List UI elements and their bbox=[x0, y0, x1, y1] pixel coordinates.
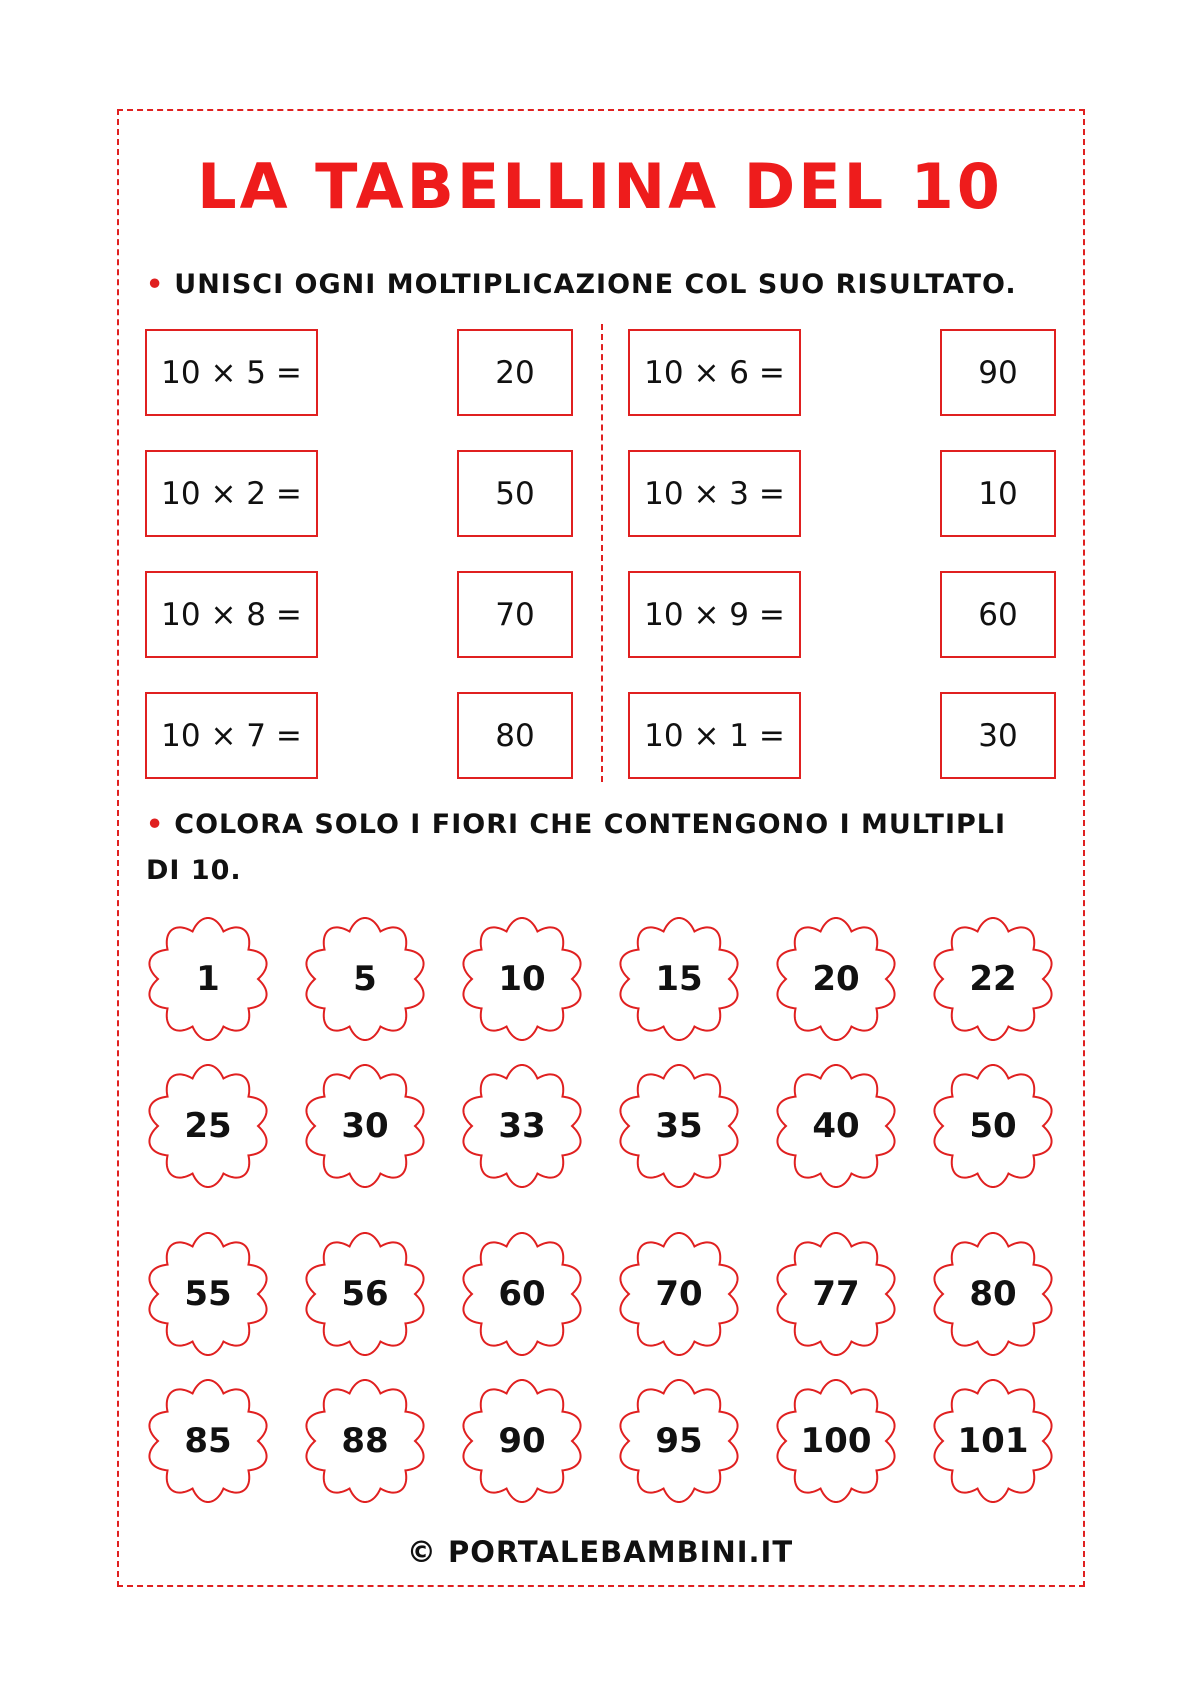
result-box[interactable]: 20 bbox=[457, 329, 573, 416]
result-box[interactable]: 90 bbox=[940, 329, 1056, 416]
flower-item[interactable] bbox=[301, 1377, 429, 1505]
flower-number: 55 bbox=[184, 1274, 232, 1314]
result-box[interactable]: 30 bbox=[940, 692, 1056, 779]
flower-number: 88 bbox=[341, 1421, 389, 1461]
flower-item[interactable] bbox=[301, 1230, 429, 1358]
expression-box[interactable]: 10 × 7 = bbox=[145, 692, 318, 779]
flower-number: 100 bbox=[800, 1421, 872, 1461]
section2-instruction-text: COLORA SOLO I FIORI CHE CONTENGONO I MULTIPLI bbox=[174, 809, 1007, 840]
flower-item[interactable] bbox=[615, 1377, 743, 1505]
section2-instruction-line1 bbox=[146, 802, 1006, 848]
flower-number: 90 bbox=[498, 1421, 546, 1461]
section1-instruction bbox=[146, 262, 1017, 308]
flower-number: 40 bbox=[812, 1106, 860, 1146]
flower-item[interactable] bbox=[929, 1377, 1057, 1505]
flower-item[interactable] bbox=[772, 1230, 900, 1358]
flower-number: 1 bbox=[196, 959, 220, 999]
flower-number: 60 bbox=[498, 1274, 546, 1314]
flower-number: 25 bbox=[184, 1106, 232, 1146]
expression-box[interactable]: 10 × 5 = bbox=[145, 329, 318, 416]
expression-box[interactable]: 10 × 8 = bbox=[145, 571, 318, 658]
flower-number: 33 bbox=[498, 1106, 546, 1146]
flower-item[interactable] bbox=[144, 1230, 272, 1358]
flower-number: 80 bbox=[969, 1274, 1017, 1314]
expression-box[interactable]: 10 × 6 = bbox=[628, 329, 801, 416]
flower-item[interactable] bbox=[615, 915, 743, 1043]
flower-item[interactable] bbox=[144, 915, 272, 1043]
section2-instruction-line2: DI 10. bbox=[146, 855, 242, 886]
expression-box[interactable]: 10 × 9 = bbox=[628, 571, 801, 658]
flower-number: 20 bbox=[812, 959, 860, 999]
flower-item[interactable] bbox=[615, 1062, 743, 1190]
flower-item[interactable] bbox=[301, 915, 429, 1043]
expression-box[interactable]: 10 × 2 = bbox=[145, 450, 318, 537]
flower-item[interactable] bbox=[458, 1230, 586, 1358]
flower-item[interactable] bbox=[929, 915, 1057, 1043]
flower-number: 101 bbox=[957, 1421, 1029, 1461]
expression-box[interactable]: 10 × 1 = bbox=[628, 692, 801, 779]
flower-number: 30 bbox=[341, 1106, 389, 1146]
flower-item[interactable] bbox=[772, 1377, 900, 1505]
flower-item[interactable] bbox=[144, 1377, 272, 1505]
result-box[interactable]: 10 bbox=[940, 450, 1056, 537]
flower-number: 85 bbox=[184, 1421, 232, 1461]
worksheet-title: LA TABELLINA DEL 10 bbox=[197, 150, 1003, 223]
result-box[interactable]: 80 bbox=[457, 692, 573, 779]
flower-number: 77 bbox=[812, 1274, 860, 1314]
result-box[interactable]: 60 bbox=[940, 571, 1056, 658]
flower-number: 35 bbox=[655, 1106, 703, 1146]
flower-item[interactable] bbox=[772, 1062, 900, 1190]
result-box[interactable]: 70 bbox=[457, 571, 573, 658]
bullet-icon: • bbox=[146, 269, 165, 300]
expression-box[interactable]: 10 × 3 = bbox=[628, 450, 801, 537]
section1-instruction-text: UNISCI OGNI MOLTIPLICAZIONE COL SUO RISULTATO. bbox=[174, 269, 1017, 300]
bullet-icon: • bbox=[146, 809, 165, 840]
flower-item[interactable] bbox=[301, 1062, 429, 1190]
footer-copyright: © PORTALEBAMBINI.IT bbox=[406, 1535, 794, 1569]
flower-item[interactable] bbox=[615, 1230, 743, 1358]
flower-item[interactable] bbox=[458, 1377, 586, 1505]
flower-number: 56 bbox=[341, 1274, 389, 1314]
flower-number: 10 bbox=[498, 959, 546, 999]
flower-item[interactable] bbox=[144, 1062, 272, 1190]
flower-number: 50 bbox=[969, 1106, 1017, 1146]
flower-number: 95 bbox=[655, 1421, 703, 1461]
flower-number: 15 bbox=[655, 959, 703, 999]
flower-number: 22 bbox=[969, 959, 1017, 999]
flower-number: 5 bbox=[353, 959, 377, 999]
flower-item[interactable] bbox=[929, 1230, 1057, 1358]
flower-number: 70 bbox=[655, 1274, 703, 1314]
flower-item[interactable] bbox=[458, 1062, 586, 1190]
flower-item[interactable] bbox=[772, 915, 900, 1043]
column-divider bbox=[601, 324, 603, 782]
section2-instruction bbox=[146, 802, 1006, 894]
flower-item[interactable] bbox=[929, 1062, 1057, 1190]
result-box[interactable]: 50 bbox=[457, 450, 573, 537]
flower-item[interactable] bbox=[458, 915, 586, 1043]
